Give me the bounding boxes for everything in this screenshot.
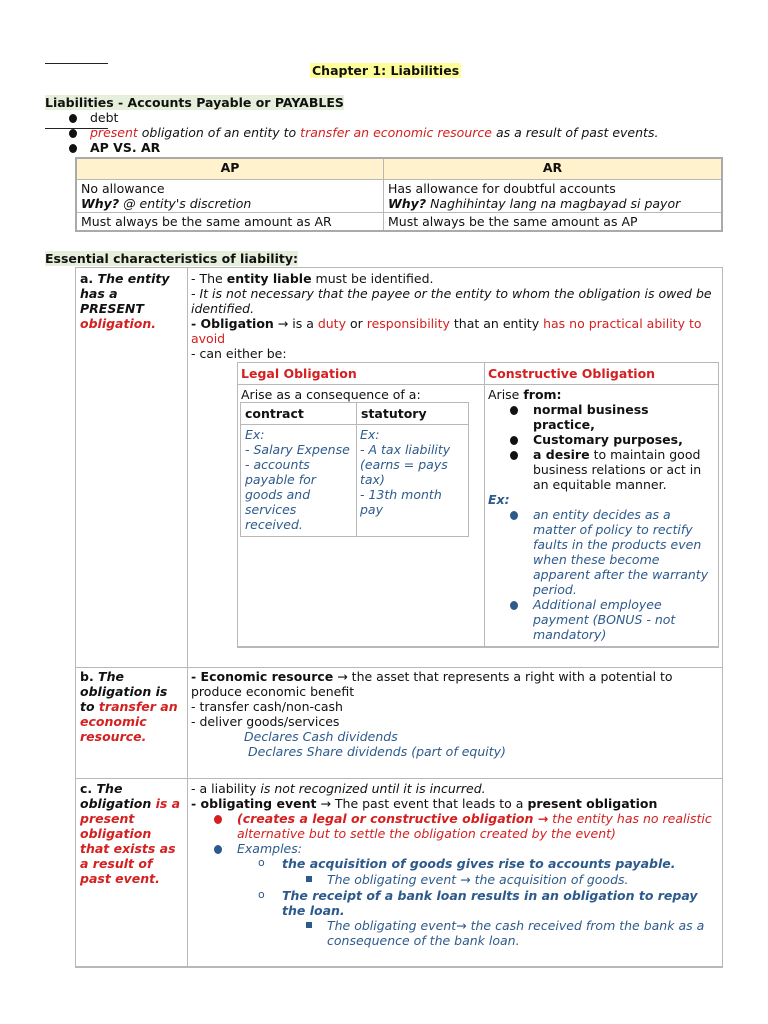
text: @ entity's discretion [119, 195, 252, 211]
text: - The [191, 271, 227, 286]
bullet-icon [69, 144, 77, 153]
row-c-label [80, 781, 184, 886]
table-row [76, 212, 722, 231]
page-title: Chapter 1: Liabilities [312, 63, 460, 78]
constructive-example: Additional employee payment (BONUS - not mandatory) [533, 597, 676, 642]
bullet-icon [69, 114, 77, 123]
text: Has allowance for doubtful accounts [388, 180, 616, 196]
bullet-icon [510, 436, 518, 445]
statutory-examples [360, 427, 466, 517]
square-bullet-icon [306, 922, 312, 928]
ap-allowance-cell [76, 179, 384, 212]
circle-bullet-icon: o [258, 888, 265, 901]
example-1-sub: The obligating event → the acquisition of goods. [327, 872, 629, 887]
text: → the asset that represents a right with a potential to produce economic benefit [191, 669, 673, 699]
text: as a result of past events. [491, 125, 659, 140]
statutory-header: statutory [361, 406, 427, 421]
text: that an entity [449, 316, 544, 331]
example-1: the acquisition of goods gives rise to accounts payable. [282, 856, 676, 871]
square-bullet-icon [306, 876, 312, 882]
text: - transfer cash/non-cash [191, 699, 343, 714]
text: Arise [488, 387, 524, 402]
ar-amount-cell: Must always be the same amount as AP [384, 212, 723, 231]
text: - deliver goods/services [191, 714, 340, 729]
row-c-content [191, 781, 719, 811]
table-row [76, 179, 722, 212]
text: - Economic resource [191, 669, 334, 684]
text: a desire [533, 447, 590, 462]
text: → is a [273, 316, 318, 331]
example-2: The receipt of a bank loan results in an obligation to repay the loan. [282, 888, 698, 918]
text: - obligating event [191, 796, 317, 811]
examples-label: Examples: [237, 841, 302, 856]
bullet-icon [510, 601, 518, 610]
legal-arise-text: Arise as a consequence of a: [241, 387, 421, 402]
text: from: [523, 387, 562, 402]
text: - 13th month pay [360, 487, 442, 517]
text: a. [80, 271, 94, 286]
text: transfer an economic resource. [80, 699, 178, 744]
essential-heading: Essential characteristics of liability: [45, 251, 298, 266]
why-label: Why? [388, 195, 427, 211]
constructive-bullet: Customary purposes, [533, 432, 683, 447]
text: duty [317, 316, 346, 331]
text: - A tax liability (earns = pays tax) [360, 442, 451, 487]
contract-examples [245, 427, 355, 532]
row-b-content [191, 669, 691, 759]
bullet-icon [214, 845, 222, 854]
text: is a present obligation that exists as a result of past event. [80, 796, 181, 886]
section-heading: Liabilities - Accounts Payable or PAYABLES [45, 95, 344, 110]
constructive-bullet [533, 447, 713, 492]
bullet-icon [510, 406, 518, 415]
bullet-ap-vs-ar: AP VS. AR [90, 140, 161, 155]
constructive-arise-text [488, 387, 562, 402]
column-header-ar: AR [384, 158, 723, 179]
ap-amount-cell: Must always be the same amount as AR [76, 212, 384, 231]
text: Naghihintay lang na magbayad si payor [426, 195, 681, 211]
text: No allowance [81, 180, 165, 196]
circle-bullet-icon: o [258, 856, 265, 869]
obligating-event-note [237, 811, 721, 841]
constructive-bullet: normal business practice, [533, 402, 649, 432]
text: is not recognized until it is incurred. [260, 781, 486, 796]
constructive-ex-label: Ex: [488, 492, 510, 507]
text: entity liable [226, 271, 312, 286]
text: the entity has no realistic alternative but to settle the obligation created by the event) [237, 811, 712, 841]
bullet-icon [214, 815, 222, 824]
contract-header: contract [245, 406, 304, 421]
why-label: Why? [81, 195, 120, 211]
text: b. [80, 669, 94, 684]
text: or [345, 316, 367, 331]
text: responsibility [366, 316, 450, 331]
text: - Salary Expense [245, 442, 350, 457]
text: obligation. [80, 316, 156, 331]
bullet-icon [69, 129, 77, 138]
text: → The past event that leads to a [316, 796, 528, 811]
column-header-ap: AP [76, 158, 384, 179]
text: Ex: [245, 427, 265, 442]
text: (creates a legal or constructive obligation → [237, 811, 549, 826]
text: Ex: [360, 427, 380, 442]
example-2-sub: The obligating event→ the cash received from the bank as a consequence of the bank loan. [327, 918, 705, 948]
text: The obligation is to [80, 669, 168, 714]
text: - can either be: [191, 346, 287, 361]
constructive-example: an entity decides as a matter of policy to rectify faults in the products even when these become apparent after the warranty period. [533, 507, 709, 597]
text: - a liability [191, 781, 261, 796]
header-rule [45, 63, 108, 64]
text: c. [80, 781, 93, 796]
text: obligation of an entity to [137, 125, 301, 140]
text: The entity has a PRESENT [80, 271, 170, 316]
text-present: present [90, 125, 138, 140]
bullet-debt: debt [90, 110, 119, 125]
row-a-content [191, 271, 719, 361]
text: The obligation [80, 781, 152, 811]
text: to maintain good business relations or act in an equitable manner. [533, 447, 702, 492]
ar-allowance-cell [384, 179, 723, 212]
row-b-label [80, 669, 182, 744]
bullet-icon [510, 451, 518, 460]
text: - It is not necessary that the payee or the entity to whom the obligation is owed be identified. [191, 286, 712, 316]
legal-obligation-header: Legal Obligation [241, 366, 357, 381]
constructive-obligation-header: Constructive Obligation [488, 366, 656, 381]
text: present obligation [527, 796, 658, 811]
row-a-label [80, 271, 180, 331]
text: - accounts payable for goods and services received. [245, 457, 316, 532]
text: Declares Cash dividends [244, 729, 398, 744]
text: - Obligation [191, 316, 274, 331]
ap-ar-table [75, 157, 723, 232]
bullet-icon [510, 511, 518, 520]
bullet-definition [90, 125, 658, 140]
text-transfer: transfer an economic resource [300, 125, 492, 140]
text: has no practical ability to avoid [191, 316, 702, 346]
text: must be identified. [311, 271, 434, 286]
text: Declares Share dividends (part of equity) [248, 744, 506, 759]
